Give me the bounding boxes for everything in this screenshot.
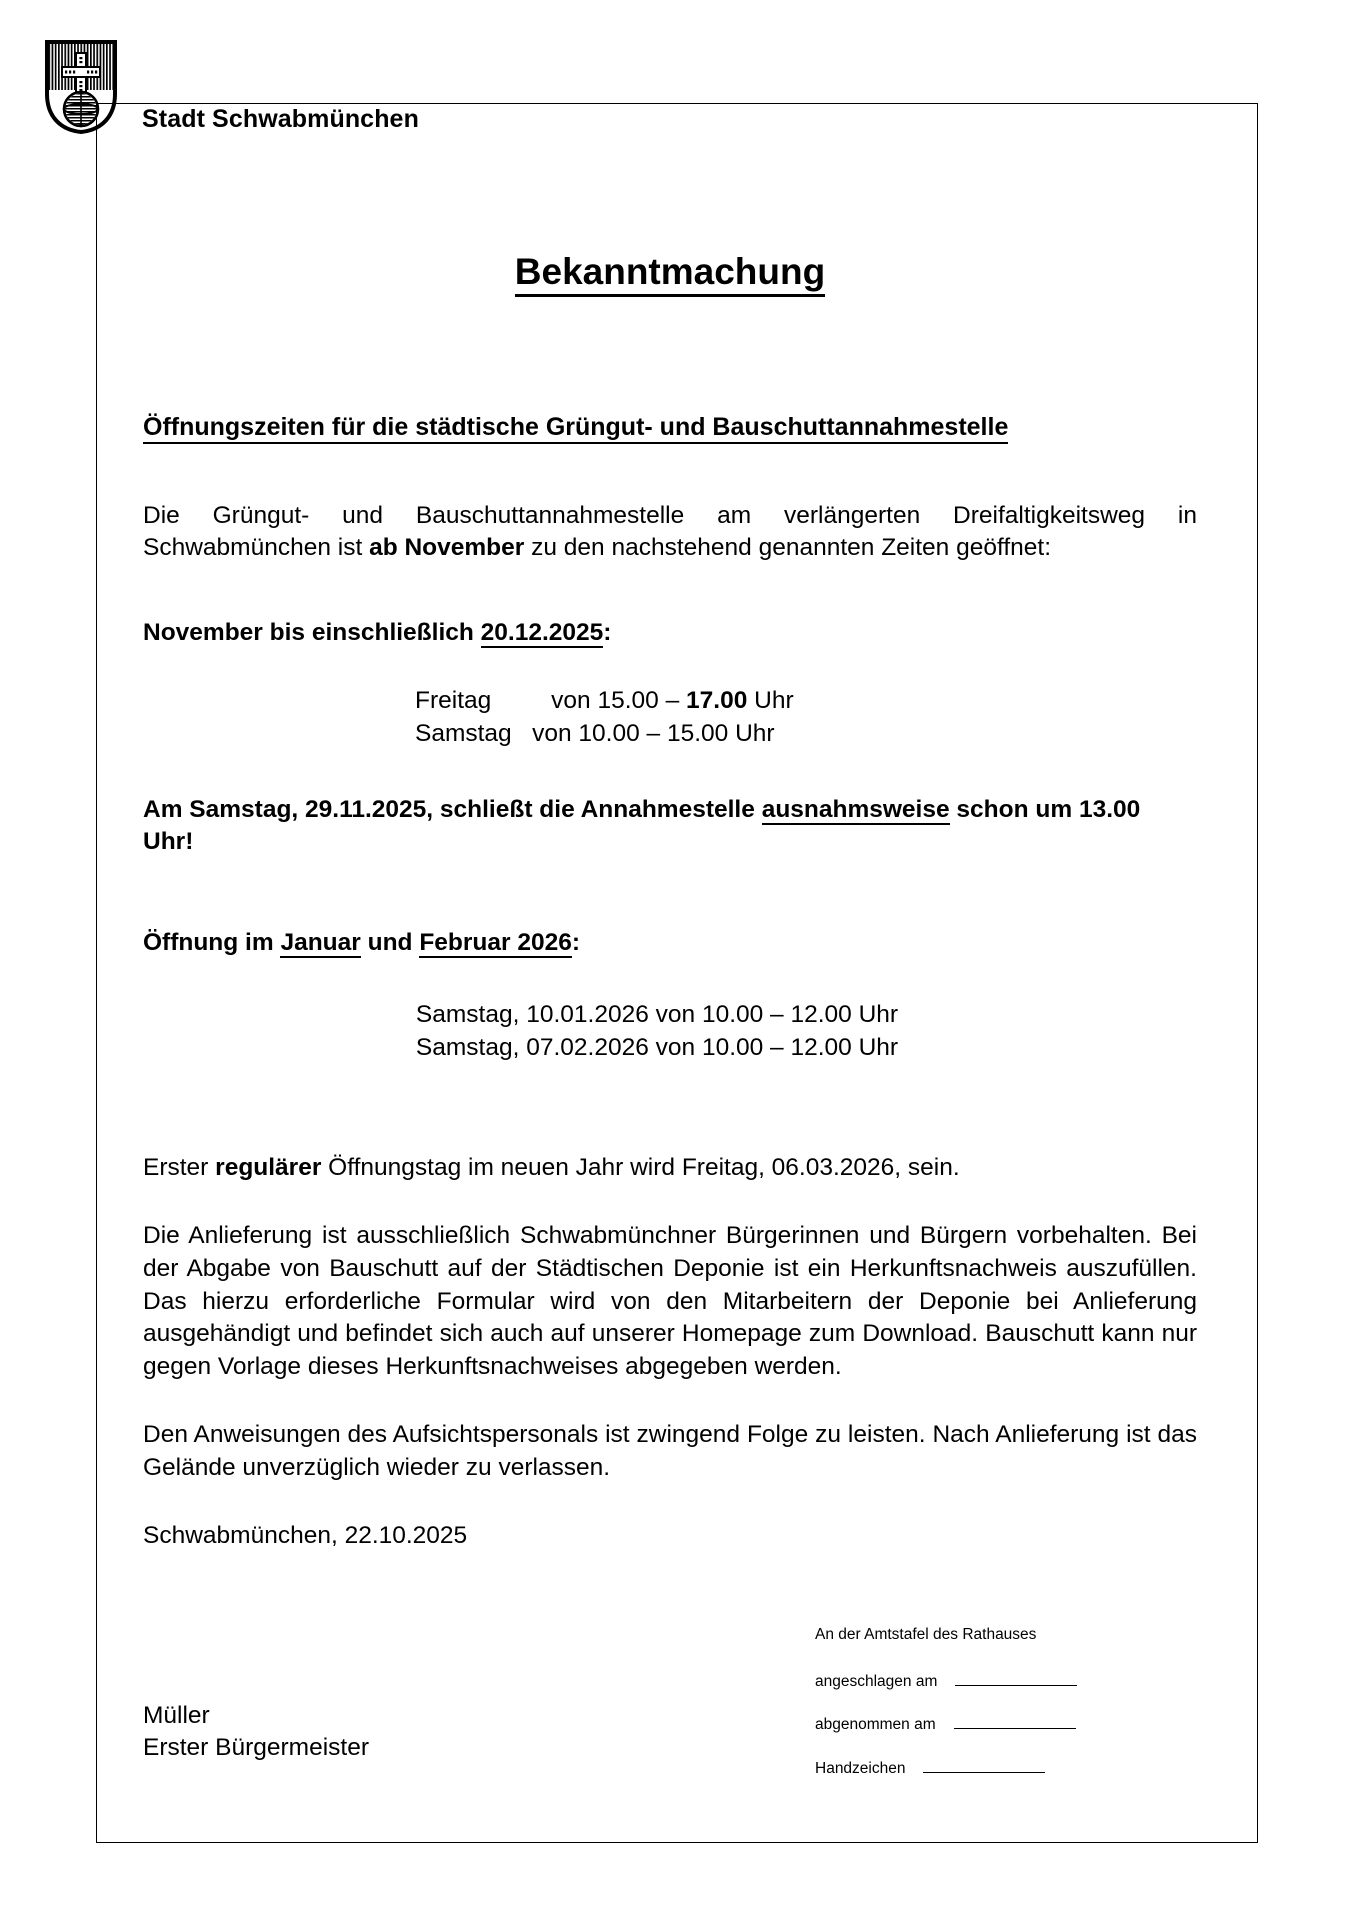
posting-row-posted (815, 1673, 1115, 1690)
document-body (143, 103, 1197, 1553)
time-suffix: 15.00 Uhr (666, 719, 775, 747)
delivery-paragraph: Die Anlieferung ist ausschließlich Schwabmünchner Bürgerinnen und Bürgern vorbehalten. Bei der Abgabe von Bauschutt auf der Städtischen Deponie ist ein Herkunftsnachweis auszufüllen. Das hierzu erforderliche Formular wird von den Mitarbeitern der Deponie bei Anlieferung ausgehändigt und befindet sich auch auf unserer Homepage zum Download. Bauschutt kann nur gegen Vorlage dieses Herkunftsnachweises abgegeben werden. (143, 1222, 1197, 1380)
signature-name: Müller (143, 1702, 210, 1729)
posting-label-removed: abgenommen am (815, 1716, 936, 1733)
first-open-part2: Öffnungstag im neuen Jahr wird Freitag, 06.03.2026, sein. (321, 1153, 960, 1181)
section1-heading (143, 617, 1197, 650)
place-and-date: Schwabmünchen, 22.10.2025 (143, 1522, 468, 1550)
section2-heading-mid: und (360, 928, 420, 956)
posting-fill-line-removed[interactable] (954, 1716, 1076, 1729)
first-regular-opening-paragraph (143, 1152, 1197, 1185)
notice-part1: Am Samstag, 29.11.2025, schließt die Annahmestelle (143, 795, 762, 823)
table-row (415, 718, 1197, 750)
day-label: Samstag (415, 719, 512, 747)
time-prefix: von 10.00 – (532, 719, 667, 747)
time-suffix: Uhr (747, 687, 794, 715)
section2-month1: Januar (280, 928, 361, 956)
special-notice (143, 794, 1197, 859)
page-title-text: Bekanntmachung (515, 251, 825, 297)
posting-label-posted: angeschlagen am (815, 1672, 938, 1690)
posting-row-initials (815, 1760, 1115, 1777)
list-item: Samstag, 07.02.2026 von 10.00 – 12.00 Uhr (415, 1033, 899, 1061)
posting-title-row (815, 1627, 1115, 1643)
time-prefix: von 15.00 – (551, 687, 687, 715)
posting-record-box (815, 1627, 1115, 1803)
first-open-bold: regulärer (215, 1153, 322, 1181)
day-label: Freitag (415, 687, 492, 715)
section1-heading-date: 20.12.2025 (480, 618, 604, 646)
section2-heading (143, 927, 1197, 960)
first-open-part1: Erster (143, 1153, 216, 1181)
page-title (143, 251, 1197, 294)
posting-fill-line-initials[interactable] (923, 1760, 1045, 1773)
notice-part2: schon um 13.00 Uhr! (143, 795, 1141, 856)
posting-fill-line-posted[interactable] (955, 1673, 1077, 1686)
city-name-label: Stadt Schwabmünchen (142, 105, 419, 133)
intro-paragraph (143, 500, 1197, 565)
table-row (415, 685, 1197, 717)
posting-title: An der Amtstafel des Rathauses (815, 1626, 1037, 1643)
section1-heading-tail: : (603, 618, 612, 646)
section2-heading-tail: : (571, 928, 581, 956)
section2-heading-lead: Öffnung im (143, 928, 281, 956)
section1-heading-lead: November bis einschließlich (143, 618, 481, 646)
opening-times-table (143, 685, 1197, 750)
intro-bold: ab November (369, 534, 525, 562)
signature-role: Erster Bürgermeister (143, 1734, 370, 1762)
intro-part2: zu den nachstehend genannten Zeiten geöffnet: (524, 534, 1052, 562)
posting-row-removed (815, 1716, 1115, 1733)
document-subheading-text: Öffnungszeiten für die städtische Grüngut- und Bauschuttannahmestelle (143, 413, 1008, 444)
signature-block (143, 1700, 369, 1765)
time-bold: 17.00 (686, 687, 748, 715)
january-february-dates (143, 999, 1197, 1064)
document-subheading (143, 412, 1197, 442)
section2-month2: Februar 2026 (419, 928, 572, 956)
intro-part1: Die Grüngut- und Bauschuttannahmestelle am verlängerten Dreifaltigkeitsweg in Schwabmünchen ist (143, 501, 1197, 562)
notice-underlined: ausnahmsweise (761, 795, 950, 823)
instructions-paragraph: Den Anweisungen des Aufsichtspersonals ist zwingend Folge zu leisten. Nach Anlieferung ist das Gelände unverzüglich wieder zu verlassen. (143, 1421, 1197, 1481)
list-item: Samstag, 10.01.2026 von 10.00 – 12.00 Uhr (415, 1001, 899, 1029)
posting-label-initials: Handzeichen (815, 1759, 906, 1777)
